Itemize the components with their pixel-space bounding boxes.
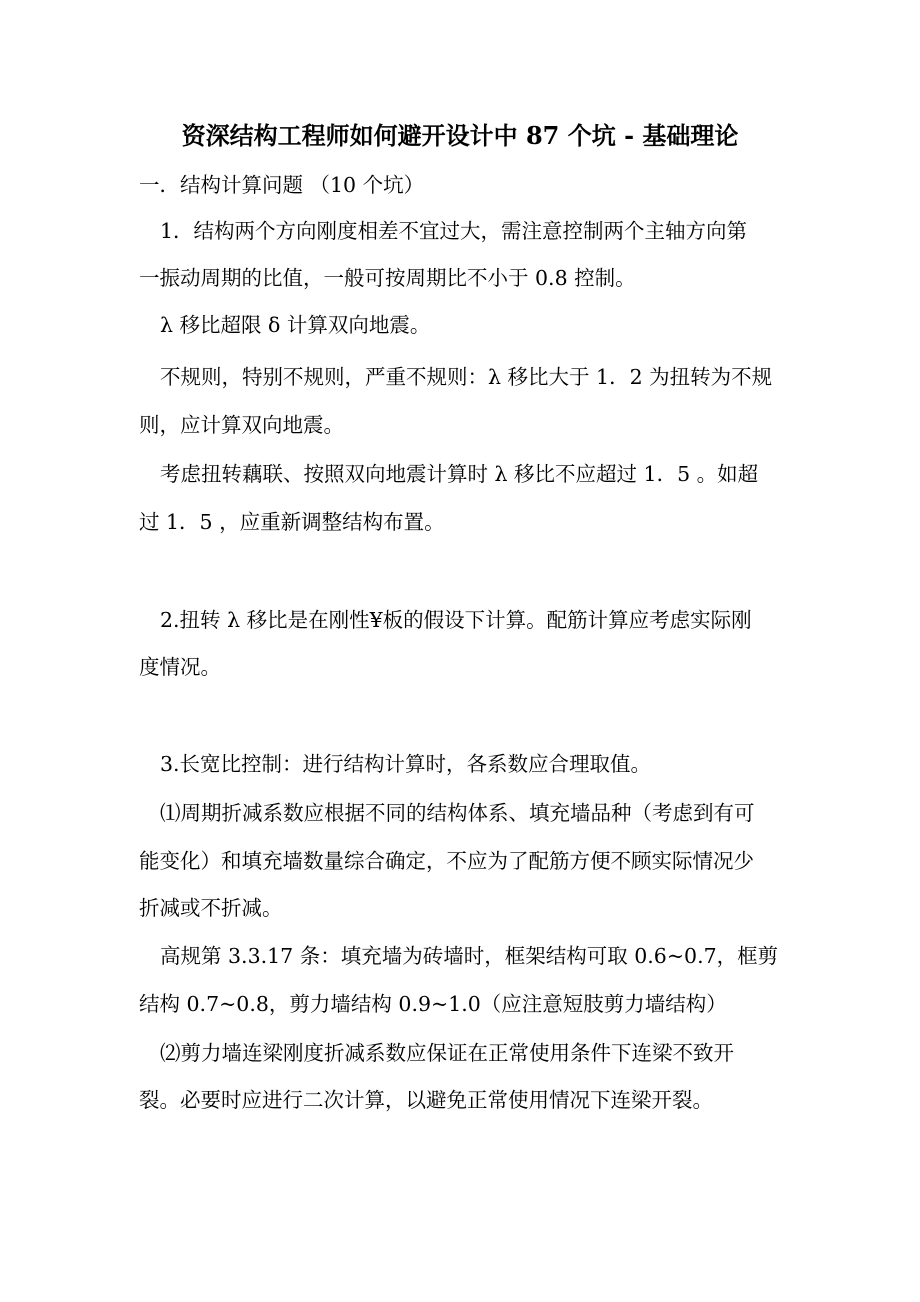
paragraph-line: 2.扭转 λ 移比是在刚性¥板的假设下计算。配筋计算应考虑实际刚 bbox=[160, 608, 752, 632]
document-title: 资深结构工程师如何避开设计中 87 个坑 - 基础理论 bbox=[181, 121, 739, 150]
paragraph-line: 过 1．5 ，应重新调整结构布置。 bbox=[139, 510, 445, 534]
paragraph-line: 一振动周期的比值，一般可按周期比不小于 0.8 控制。 bbox=[139, 266, 636, 290]
paragraph-line: 度情况。 bbox=[139, 655, 221, 679]
paragraph-line: 结构 0.7~0.8，剪力墙结构 0.9~1.0（应注意短肢剪力墙结构） bbox=[139, 992, 727, 1016]
section-heading: 一．结构计算问题 （10 个坑） bbox=[139, 173, 425, 197]
paragraph-line: λ 移比超限 δ 计算双向地震。 bbox=[160, 313, 431, 337]
paragraph-line: 1．结构两个方向刚度相差不宜过大，需注意控制两个主轴方向第 bbox=[160, 219, 748, 243]
paragraph-line: 折减或不折减。 bbox=[139, 896, 283, 920]
paragraph-line: ⑴周期折减系数应根据不同的结构体系、填充墙品种（考虑到有可 bbox=[160, 801, 755, 825]
paragraph-line: ⑵剪力墙连梁刚度折减系数应保证在正常使用条件下连梁不致开 bbox=[160, 1041, 734, 1065]
paragraph-line: 考虑扭转藕联、按照双向地震计算时 λ 移比不应超过 1．5 。如超 bbox=[160, 462, 759, 486]
paragraph-line: 3.长宽比控制：进行结构计算时，各系数应合理取值。 bbox=[160, 752, 652, 776]
paragraph-line: 高规第 3.3.17 条：填充墙为砖墙时，框架结构可取 0.6~0.7，框剪 bbox=[160, 944, 779, 968]
paragraph-line: 则，应计算双向地震。 bbox=[139, 413, 344, 437]
paragraph-line: 能变化）和填充墙数量综合确定，不应为了配筋方便不顾实际情况少 bbox=[139, 849, 754, 873]
paragraph-line: 不规则，特别不规则，严重不规则：λ 移比大于 1．2 为扭转为不规 bbox=[160, 365, 773, 389]
paragraph-line: 裂。必要时应进行二次计算，以避免正常使用情况下连梁开裂。 bbox=[139, 1088, 713, 1112]
